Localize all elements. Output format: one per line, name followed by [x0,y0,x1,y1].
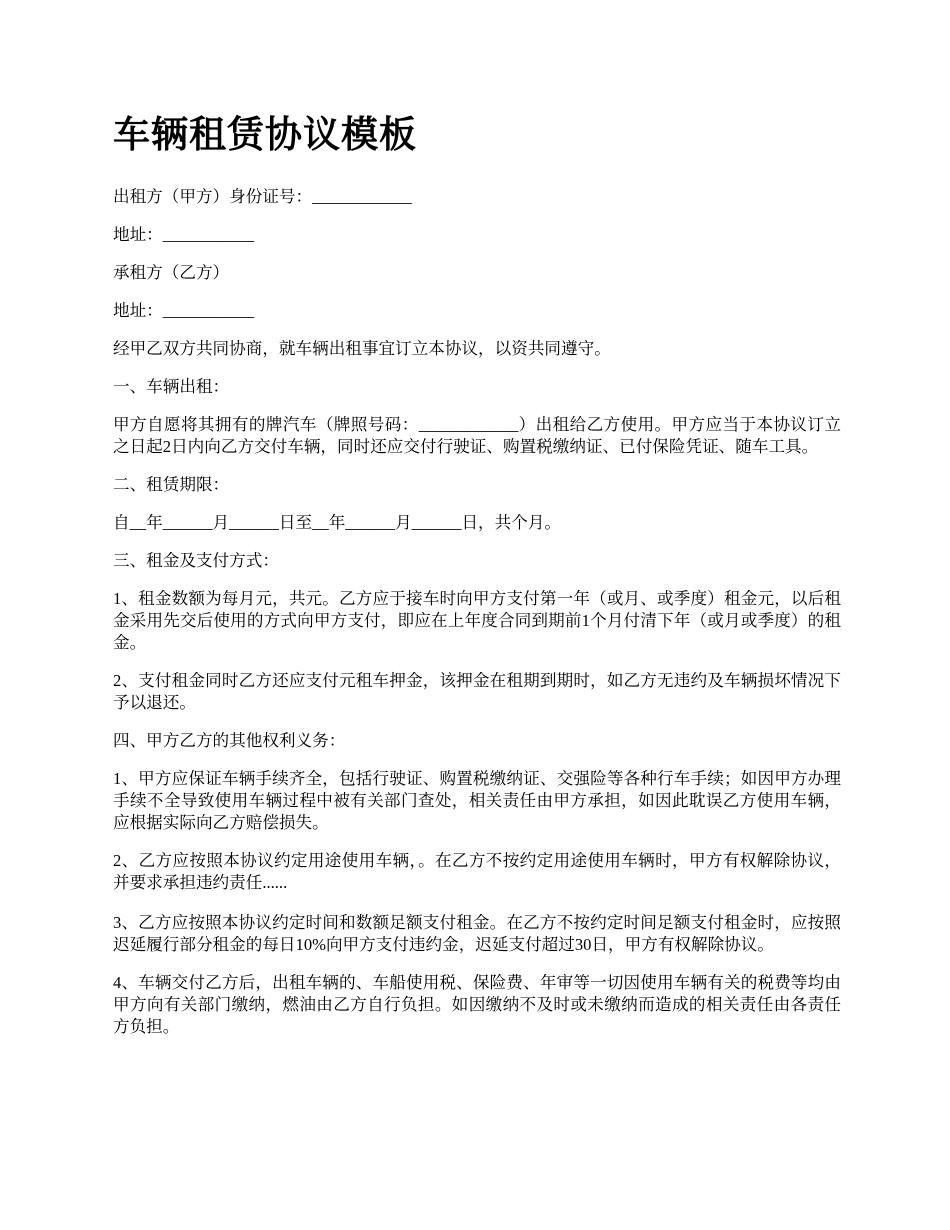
obligation-clause-3: 3、乙方应按照本协议约定时间和数额足额支付租金。在乙方不按约定时间足额支付租金时，应按照迟延履行部分租金的每日10%向甲方支付违约金，迟延支付超过30日，甲方有权解除协议。 [113,913,841,954]
lessee-line: 承租方（乙方） [113,263,230,282]
section-heading-rights-obligations: 四、甲方乙方的其他权利义务： [113,731,346,750]
lease-term-paragraph: 自__年______月______日至__年______月______日，共个月。 [113,513,562,532]
document-title: 车辆租赁协议模板 [113,115,417,156]
obligation-clause-2: 2、乙方应按照本协议约定用途使用车辆，。在乙方不按约定用途使用车辆时，甲方有权解除协议，并要求承担违约责任...... [113,851,841,892]
preamble-paragraph: 经甲乙双方共同协商，就车辆出租事宜订立本协议，以资共同遵守。 [113,339,611,358]
section-heading-vehicle-rental: 一、车辆出租： [113,377,230,396]
obligation-clause-1: 1、甲方应保证车辆手续齐全，包括行驶证、购置税缴纳证、交强险等各种行车手续；如因甲方办理手续不全导致使用车辆过程中被有关部门查处，相关责任由甲方承担，如因此耽误乙方使用车辆，应根据实际向乙方赔偿损失。 [113,769,841,832]
section-heading-rent-payment: 三、租金及支付方式： [113,551,279,570]
vehicle-rental-paragraph: 甲方自愿将其拥有的牌汽车（牌照号码：____________）出租给乙方使用。甲方应当于本协议订立之日起2日内向乙方交付车辆，同时还应交付行驶证、购置税缴纳证、已付保险凭证、随车工具。 [113,415,841,456]
rent-clause-1: 1、租金数额为每月元，共元。乙方应于接车时向甲方支付第一年（或月、或季度）租金元，以后租金采用先交后使用的方式向甲方支付，即应在上年度合同到期前1个月付清下年（或月或季度）的租金。 [113,589,841,652]
section-heading-lease-term: 二、租赁期限： [113,475,230,494]
lessor-address-line: 地址：___________ [113,225,255,244]
document-page [113,108,841,1054]
obligation-clause-4: 4、车辆交付乙方后，出租车辆的、车船使用税、保险费、年审等一切因使用车辆有关的税费等均由甲方向有关部门缴纳，燃油由乙方自行负担。如因缴纳不及时或未缴纳而造成的相关责任由各责任方负担。 [113,973,841,1036]
lessor-id-line: 出租方（甲方）身份证号：____________ [113,187,412,206]
lessee-address-line: 地址：___________ [113,301,255,320]
rent-clause-2: 2、支付租金同时乙方还应支付元租车押金，该押金在租期到期时，如乙方无违约及车辆损坏情况下予以退还。 [113,671,841,712]
